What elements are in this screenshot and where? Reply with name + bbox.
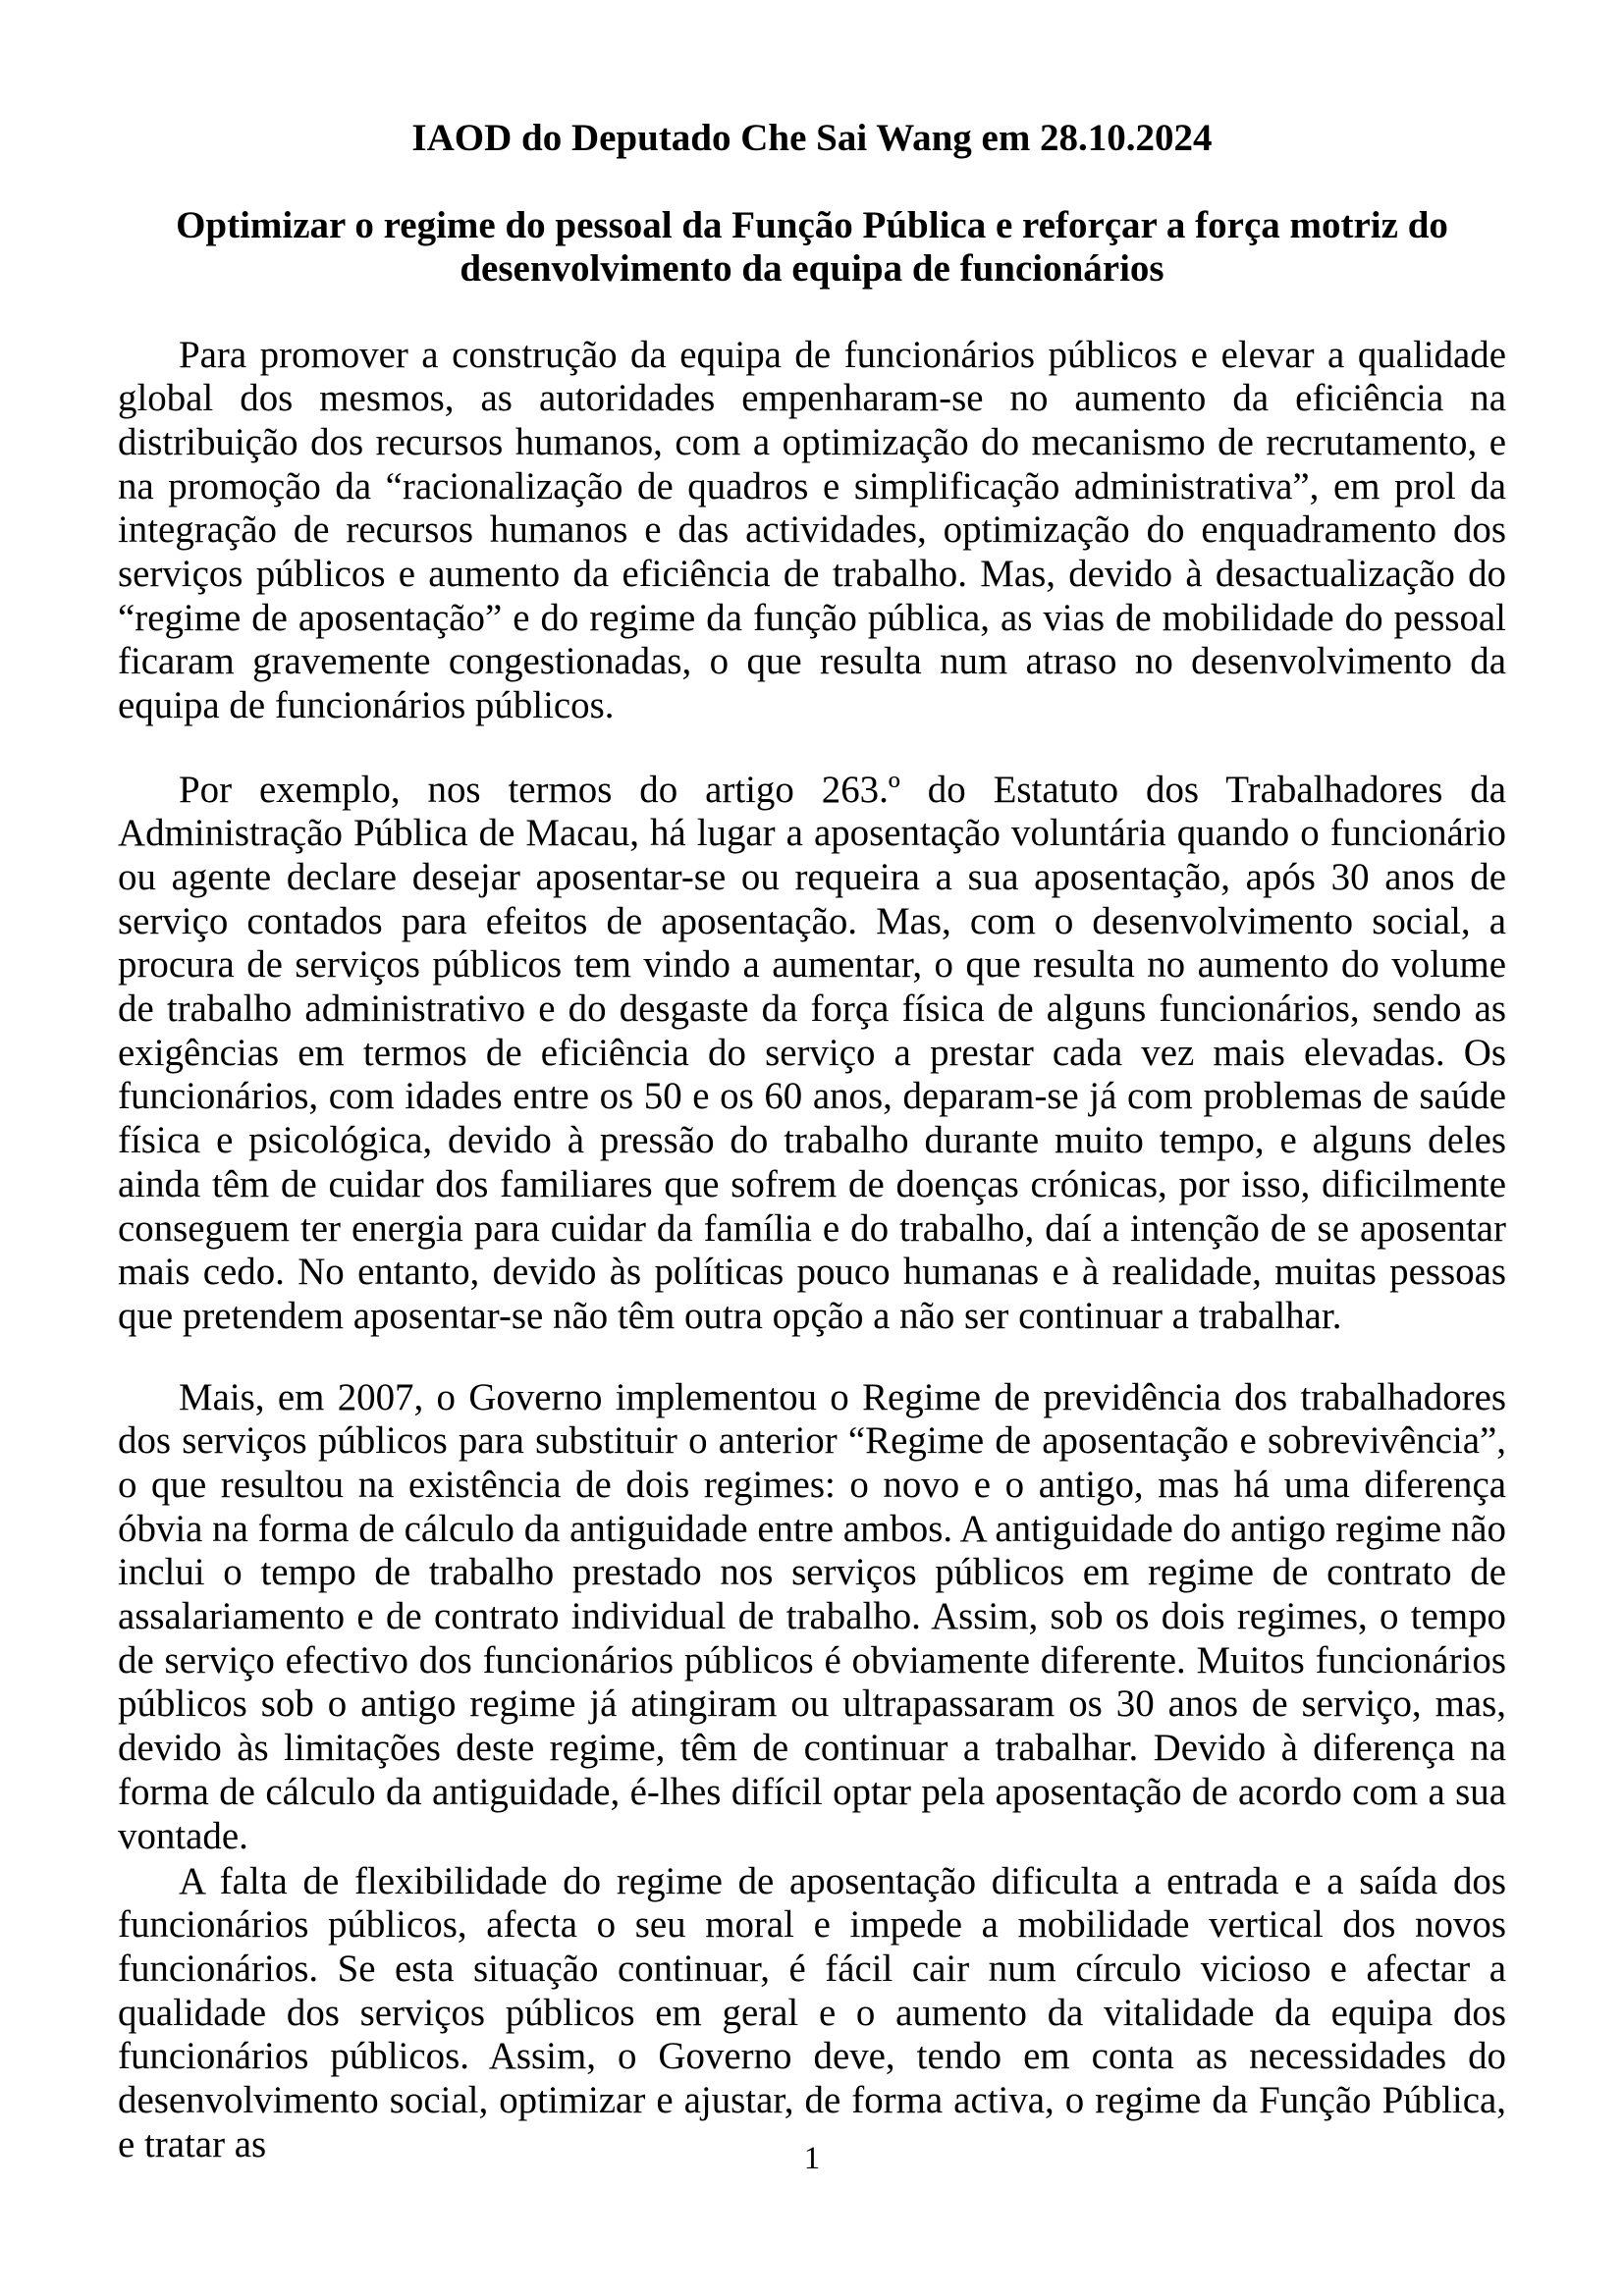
body-paragraph-3: Mais, em 2007, o Governo implementou o Regime de previdência dos trabalhadores dos serviços públicos para substituir o anterior “Regime de aposentação e sobrevivência”, o que resultou na existência de dois regimes: o novo e o antigo, mas há uma diferença óbvia na forma de cálculo da antiguidade entre ambos. A antiguidade do antigo regime não inclui o tempo de trabalho prestado nos serviços públicos em regime de contrato de assalariamento e de contrato individual de trabalho. Assim, sob os dois regimes, o tempo de serviço efectivo dos funcionários públicos é obviamente diferente. Muitos funcionários públicos sob o antigo regime já atingiram ou ultrapassaram os 30 anos de serviço, mas, devido às limitações deste regime, têm de continuar a trabalhar. Devido à diferença na forma de cálculo da antiguidade, é-lhes difícil optar pela aposentação de acordo com a sua vontade. [118, 1375, 1506, 1857]
body-paragraph-4: A falta de flexibilidade do regime de aposentação dificulta a entrada e a saída dos funcionários públicos, afecta o seu moral e impede a mobilidade vertical dos novos funcionários. Se esta situação continuar, é fácil cair num círculo vicioso e afectar a qualidade dos serviços públicos em geral e o aumento da vitalidade da equipa dos funcionários públicos. Assim, o Governo deve, tendo em conta as necessidades do desenvolvimento social, optimizar e ajustar, de forma activa, o regime da Função Pública, e tratar as [118, 1859, 1506, 2165]
body-paragraph-2: Por exemplo, nos termos do artigo 263.º do Estatuto dos Trabalhadores da Administração Pública de Macau, há lugar a aposentação voluntária quando o funcionário ou agente declare desejar aposentar-se ou requeira a sua aposentação, após 30 anos de serviço contados para efeitos de aposentação. Mas, com o desenvolvimento social, a procura de serviços públicos tem vindo a aumentar, o que resulta no aumento do volume de trabalho administrativo e do desgaste da força física de alguns funcionários, sendo as exigências em termos de eficiência do serviço a prestar cada vez mais elevadas. Os funcionários, com idades entre os 50 e os 60 anos, deparam-se já com problemas de saúde física e psicológica, devido à pressão do trabalho durante muito tempo, e alguns deles ainda têm de cuidar dos familiares que sofrem de doenças crónicas, por isso, dificilmente conseguem ter energia para cuidar da família e do trabalho, daí a intenção de se aposentar mais cedo. No entanto, devido às políticas pouco humanas e à realidade, muitas pessoas que pretendem aposentar-se não têm outra opção a não ser continuar a trabalhar. [118, 768, 1506, 1337]
subtitle-line-2: desenvolvimento da equipa de funcionários [460, 247, 1164, 290]
document-title: IAOD do Deputado Che Sai Wang em 28.10.2024 [411, 117, 1213, 159]
page-number: 1 [803, 2141, 821, 2176]
body-paragraph-1: Para promover a construção da equipa de funcionários públicos e elevar a qualidade global dos mesmos, as autoridades empenharam-se no aumento da eficiência na distribuição dos recursos humanos, com a optimização do mecanismo de recrutamento, e na promoção da “racionalização de quadros e simplificação administrativa”, em prol da integração de recursos humanos e das actividades, optimização do enquadramento dos serviços públicos e aumento da eficiência de trabalho. Mas, devido à desactualização do “regime de aposentação” e do regime da função pública, as vias de mobilidade do pessoal ficaram gravemente congestionadas, o que resulta num atraso no desenvolvimento da equipa de funcionários públicos. [118, 333, 1506, 727]
document-subtitle [0, 204, 1624, 291]
subtitle-line-1: Optimizar o regime do pessoal da Função Pública e reforçar a força motriz do [176, 204, 1448, 246]
